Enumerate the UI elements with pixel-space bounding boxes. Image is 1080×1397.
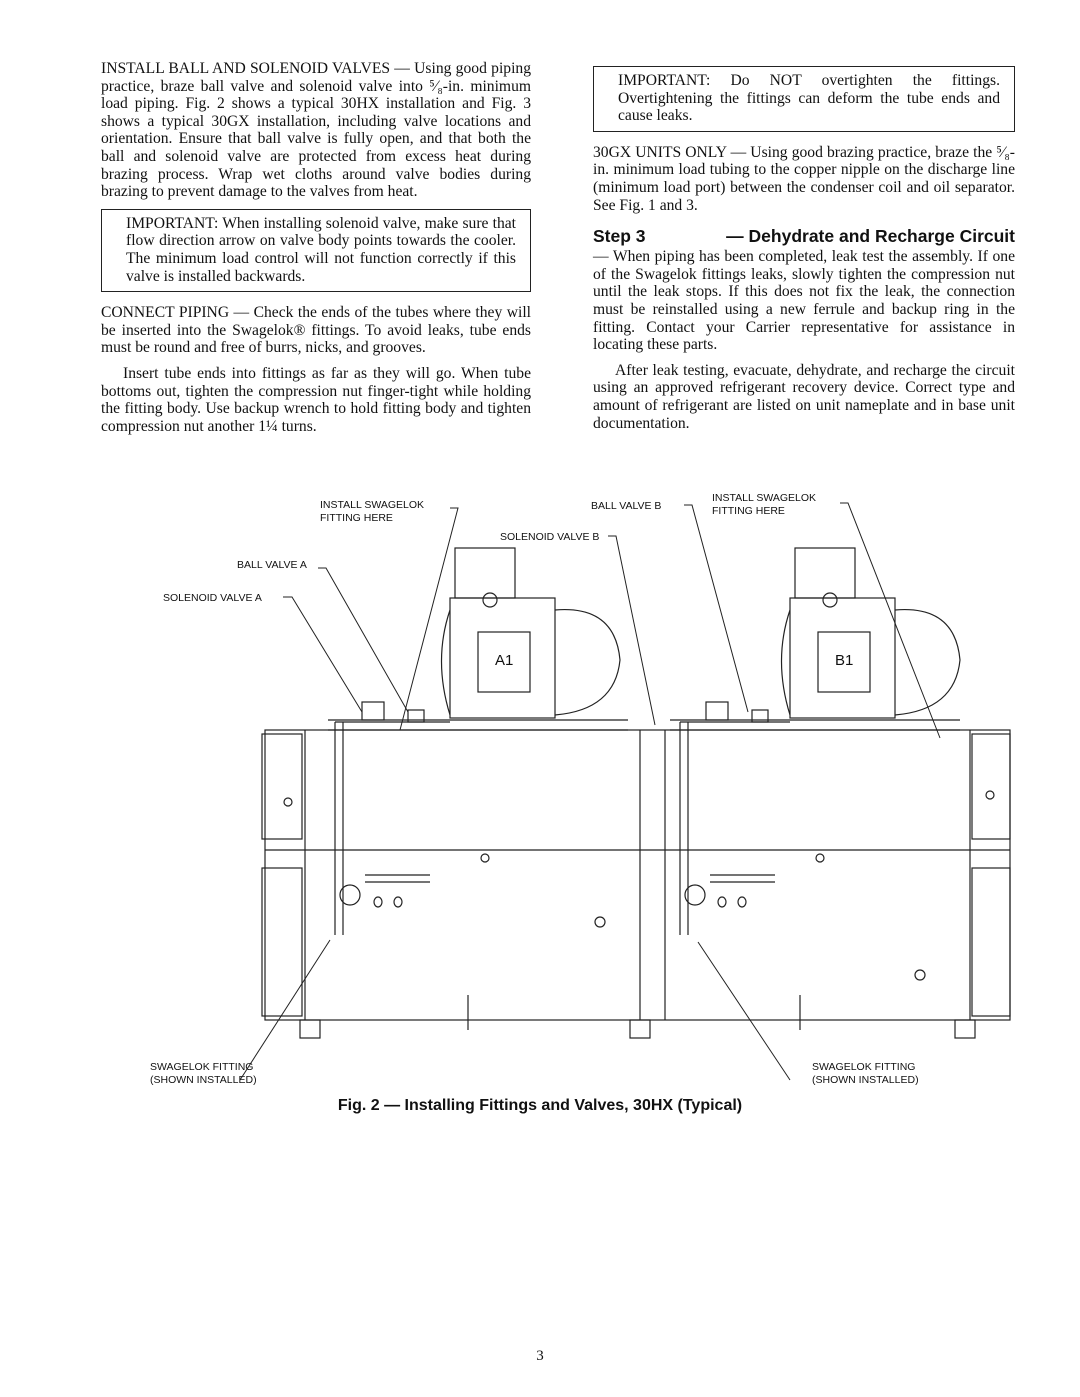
- label-install-swagelok-left-2: FITTING HERE: [320, 512, 393, 524]
- important-solenoid-box: [101, 209, 531, 292]
- label-ball-valve-a: BALL VALVE A: [237, 559, 307, 571]
- after-leak-paragraph: After leak testing, evacuate, dehydrate, and recharge the circuit using an approved refrigerant recovery device. Correct type and amount of refrigerant are listed on unit nameplate and in base unit documentation.: [593, 361, 1015, 432]
- label-ball-valve-b: BALL VALVE B: [591, 500, 662, 512]
- important-overtighten-text: IMPORTANT: Do NOT overtighten the fittings. Overtightening the fittings can deform the tube ends and cause leaks.: [618, 72, 1000, 125]
- step3-heading: [593, 226, 1015, 246]
- step3-body-paragraph: — When piping has been completed, leak test the assembly. If one of the Swagelok fittings leaks, slowly tighten the compression nut until the leak stops. If this does not fix the leak, the connection must be reinstalled using a new ferrule and backup ring in the fitting. Contact your Carrier representative for assistance in locating these parts.: [593, 248, 1015, 354]
- step3-heading-title: — Dehydrate and Recharge Circuit: [726, 226, 1015, 247]
- label-compressor-a1: A1: [495, 652, 514, 669]
- label-swagelok-fitting-right-2: (SHOWN INSTALLED): [812, 1074, 919, 1086]
- label-install-swagelok-right-2: FITTING HERE: [712, 505, 785, 517]
- label-install-swagelok-left-1: INSTALL SWAGELOK: [320, 499, 425, 511]
- step3-heading-step: Step 3: [593, 226, 646, 247]
- page-number: 3: [536, 1348, 544, 1364]
- unit-drawing: [150, 490, 1020, 1090]
- label-install-swagelok-right-1: INSTALL SWAGELOK: [712, 492, 817, 504]
- important-solenoid-text: IMPORTANT: When installing solenoid valve, make sure that flow direction arrow on valve body points towards the cooler. The minimum load control will not function correctly if this valve is installed backwards.: [126, 214, 516, 285]
- right-column: [593, 66, 1015, 440]
- install-valves-paragraph: INSTALL BALL AND SOLENOID VALVES — Using good piping practice, braze ball valve and solenoid valve into ⁵⁄₈-in. minimum load piping. Fig. 2 shows a typical 30HX installation and Fig. 3 shows a typical 30GX installation, including valve locations and orientation. Ensure that ball valve is fully open, and that both the ball and solenoid valve are protected from excess heat during brazing process. Wrap wet cloths around valve bodies during brazing to prevent damage to the valves from heat.: [101, 60, 531, 201]
- connect-piping-paragraph: CONNECT PIPING — Check the ends of the tubes where they will be inserted into the Swagelok® fittings. To avoid leaks, tube ends must be round and free of burrs, nicks, and grooves.: [101, 304, 531, 357]
- label-solenoid-valve-b: SOLENOID VALVE B: [500, 531, 600, 543]
- insert-tube-paragraph: Insert tube ends into fittings as far as they will go. When tube bottoms out, tighten the compression nut finger-tight while holding the fitting body. Use backup wrench to hold fitting body and tighten compression nut another 1¼ turns.: [101, 364, 531, 435]
- figure-installing-fittings: [150, 490, 1020, 1090]
- label-swagelok-fitting-left-2: (SHOWN INSTALLED): [150, 1074, 257, 1086]
- label-solenoid-valve-a: SOLENOID VALVE A: [163, 592, 262, 604]
- label-swagelok-fitting-right-1: SWAGELOK FITTING: [812, 1061, 916, 1073]
- units-30gx-paragraph: 30GX UNITS ONLY — Using good brazing practice, braze the ⁵⁄₈-in. minimum load tubing to the copper nipple on the discharge line (minimum load port) between the condenser coil and oil separator. See Fig. 1 and 3.: [593, 143, 1015, 214]
- label-swagelok-fitting-left-1: SWAGELOK FITTING: [150, 1061, 254, 1073]
- left-column: [101, 60, 531, 443]
- figure-caption: Fig. 2 — Installing Fittings and Valves, 30HX (Typical): [337, 1097, 743, 1114]
- label-compressor-b1: B1: [835, 652, 854, 669]
- important-overtighten-box: [593, 66, 1015, 132]
